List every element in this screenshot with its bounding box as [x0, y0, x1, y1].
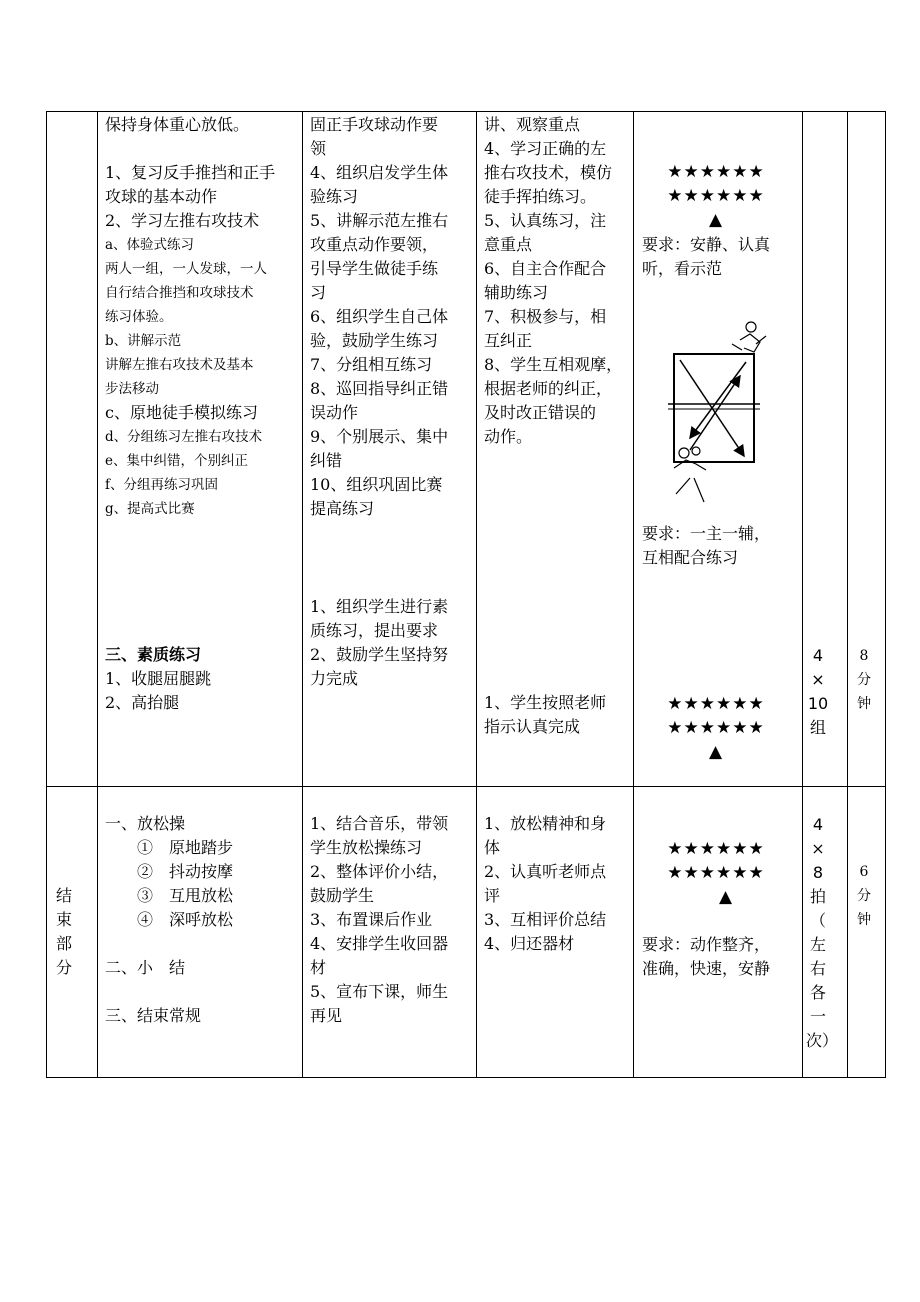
student-formation-row: ★★★★★★: [667, 863, 765, 883]
part-label-char: 部: [55, 934, 72, 953]
teacher-line: 3、布置课后作业: [310, 910, 433, 929]
section1-student-cell: [484, 113, 622, 449]
student-line: 指示认真完成: [484, 717, 581, 736]
requirement-text: [642, 933, 770, 981]
duration-text: 6: [859, 864, 869, 880]
table-border-bottom: [46, 1077, 886, 1078]
student-line: 评: [484, 886, 501, 905]
table-col-line: [46, 111, 47, 1078]
student-line: 8、学生互相观摩，: [484, 355, 623, 374]
content-line: 三、结束常规: [105, 1006, 202, 1025]
teacher-line: 5、讲解示范左推右: [310, 211, 449, 230]
section1-content-cell: [105, 113, 275, 521]
teacher-line: 再见: [310, 1006, 343, 1025]
content-line: 2、学习左推右攻技术: [105, 211, 260, 230]
times-text: 10: [807, 694, 829, 713]
student-line: 讲、观察重点: [484, 115, 581, 134]
section1-duration: [852, 644, 876, 716]
content-line: ③ 互甩放松: [137, 886, 234, 905]
student-line: 徒手挥拍练习。: [484, 187, 597, 206]
part-label-ending: [52, 884, 76, 980]
teacher-line: 质练习，提出要求: [310, 621, 439, 640]
teacher-line: 学生放松操练习: [310, 838, 423, 857]
content-line: 二、小 结: [105, 958, 186, 977]
times-text: （: [809, 911, 826, 930]
part-label-char: 分: [55, 958, 72, 977]
times-text: 次）: [806, 1031, 839, 1050]
times-text: ×: [811, 839, 825, 858]
teacher-triangle-icon: ▲: [708, 210, 724, 230]
teacher-line: 验，鼓励学生练习: [310, 331, 439, 350]
teacher-line: 5、宣布下课，师生: [310, 982, 449, 1001]
student-line: 推右攻技术，模仿: [484, 163, 613, 182]
content-line: 讲解左推右攻技术及基本: [105, 357, 254, 373]
content-line: f、分组再练习巩固: [105, 477, 218, 493]
content-line: 练习体验。: [105, 309, 173, 325]
student-line: 6、自主合作配合: [484, 259, 607, 278]
requirement-text: [642, 233, 770, 281]
times-text: 4: [812, 815, 824, 834]
teacher-line: 2、鼓励学生坚持努: [310, 645, 449, 664]
times-text: 左: [809, 935, 826, 954]
times-text: 组: [809, 718, 826, 737]
duration-text: 钟: [857, 912, 871, 928]
player-head-icon: [746, 322, 756, 332]
teacher-line: 习: [310, 283, 327, 302]
student-line: 4、学习正确的左: [484, 139, 607, 158]
student-formation-row: ★★★★★★: [667, 839, 765, 859]
teacher-line: 鼓励学生: [310, 886, 375, 905]
times-text: 各: [809, 983, 826, 1002]
student-line: 互纠正: [484, 331, 533, 350]
student-line: 根据老师的纠正，: [484, 379, 613, 398]
student-formation-row: ★★★★★★: [667, 162, 765, 182]
content-line: a、体验式练习: [105, 237, 195, 253]
teacher-line: 引导学生做徒手练: [310, 259, 439, 278]
content-line: 步法移动: [105, 381, 159, 397]
section1-times: [806, 644, 830, 740]
content-line: 一、放松操: [105, 814, 186, 833]
student-line: 4、归还器材: [484, 934, 575, 953]
teacher-line: 误动作: [310, 403, 359, 422]
times-text: 右: [809, 959, 826, 978]
quality-title: 三、素质练习: [105, 645, 202, 664]
teacher-line: 攻重点动作要领，: [310, 235, 439, 254]
table-border-right: [885, 111, 886, 1078]
part-label-char: 束: [55, 910, 72, 929]
table-col-line: [802, 111, 803, 1078]
player-limb: [732, 344, 742, 350]
section2-student-cell: [484, 812, 606, 956]
requirement-line: 要求：一主一辅，: [642, 524, 771, 543]
student-line: 动作。: [484, 427, 533, 446]
teacher-line: 1、结合音乐，带领: [310, 814, 449, 833]
content-line: g、提高式比赛: [105, 501, 195, 517]
times-text: 拍: [809, 887, 826, 906]
student-formation-row: ★★★★★★: [667, 718, 765, 738]
teacher-line: 10、组织巩固比赛: [310, 475, 443, 494]
requirement-line: 互相配合练习: [642, 548, 739, 567]
player-head-icon: [679, 448, 689, 458]
part-label-char: 结: [55, 886, 72, 905]
teacher-line: 固正手攻球动作要: [310, 115, 439, 134]
requirement-line: 准确，快速，安静: [642, 959, 771, 978]
table-col-line: [97, 111, 98, 1078]
quality-section: [105, 643, 211, 715]
content-line: 保持身体重心放低。: [105, 115, 250, 134]
student-line: 1、放松精神和身: [484, 814, 607, 833]
content-line: 2、高抬腿: [105, 693, 180, 712]
teacher-line: 7、分组相互练习: [310, 355, 433, 374]
content-line: ④ 深呼放松: [137, 910, 234, 929]
times-text: ×: [811, 670, 825, 689]
student-formation-row: ★★★★★★: [667, 186, 765, 206]
content-line: 两人一组，一人发球，一人: [105, 261, 267, 277]
student-line: 2、认真听老师点: [484, 862, 607, 881]
content-line: b、讲解示范: [105, 333, 182, 349]
section2-duration: [852, 860, 876, 932]
section2-times: [806, 813, 839, 1053]
content-line: e、集中纠错，个别纠正: [105, 453, 248, 469]
times-text: 8: [812, 863, 824, 882]
table-col-line: [633, 111, 634, 1078]
teacher-line: 4、组织启发学生体: [310, 163, 449, 182]
student-line: 意重点: [484, 235, 533, 254]
player-limb: [676, 478, 690, 494]
student-line: 及时改正错误的: [484, 403, 597, 422]
student-formation-row: ★★★★★★: [667, 694, 765, 714]
content-line: [105, 137, 275, 161]
duration-text: 分: [857, 888, 871, 904]
table-tennis-diagram: [660, 318, 775, 508]
section1-teacher-quality: [310, 595, 448, 691]
student-line: 5、认真练习，注: [484, 211, 607, 230]
teacher-line: 6、组织学生自己体: [310, 307, 449, 326]
content-line: ② 抖动按摩: [137, 862, 234, 881]
content-line: ① 原地踏步: [137, 838, 234, 857]
table-border-top: [46, 111, 886, 112]
requirement-text: [642, 522, 770, 570]
teacher-line: 验练习: [310, 187, 359, 206]
duration-text: 钟: [857, 696, 871, 712]
teacher-line: 9、个别展示、集中: [310, 427, 449, 446]
teacher-line: 纠错: [310, 451, 343, 470]
teacher-triangle-icon: ▲: [718, 887, 734, 907]
teacher-line: 1、组织学生进行素: [310, 597, 449, 616]
section2-teacher-cell: [310, 812, 448, 1028]
teacher-line: 提高练习: [310, 499, 375, 518]
content-line: 攻球的基本动作: [105, 187, 218, 206]
section2-content-cell: [105, 812, 233, 1028]
table-col-line: [847, 111, 848, 1078]
content-line: 自行结合推挡和攻球技术: [105, 285, 254, 301]
duration-text: 分: [857, 672, 871, 688]
teacher-triangle-icon: ▲: [708, 742, 724, 762]
player-limb: [694, 478, 704, 502]
ball-path-arrow: [690, 362, 746, 438]
section1-student-quality: [484, 691, 606, 739]
requirement-line: 要求：动作整齐，: [642, 935, 771, 954]
teacher-line: 8、巡回指导纠正错: [310, 379, 449, 398]
content-line: 1、收腿屈腿跳: [105, 669, 212, 688]
table-col-line: [476, 111, 477, 1078]
player-head-icon: [692, 447, 700, 455]
student-line: 辅助练习: [484, 283, 549, 302]
teacher-line: 4、安排学生收回器: [310, 934, 449, 953]
times-text: 4: [812, 646, 824, 665]
student-line: 体: [484, 838, 501, 857]
requirement-line: 听，看示范: [642, 259, 723, 278]
table-col-line: [302, 111, 303, 1078]
times-text: 一: [809, 1007, 826, 1026]
teacher-line: 2、整体评价小结，: [310, 862, 449, 881]
section1-teacher-cell: [310, 113, 448, 521]
table-row-divider: [46, 786, 886, 787]
student-line: 1、学生按照老师: [484, 693, 607, 712]
student-line: 7、积极参与，相: [484, 307, 607, 326]
requirement-line: 要求：安静、认真: [642, 235, 771, 254]
student-line: 3、互相评价总结: [484, 910, 607, 929]
duration-text: 8: [859, 648, 869, 664]
content-line: 1、复习反手推挡和正手: [105, 163, 276, 182]
teacher-line: 领: [310, 139, 327, 158]
content-line: d、分组练习左推右攻技术: [105, 429, 263, 445]
teacher-line: 力完成: [310, 669, 359, 688]
teacher-line: 材: [310, 958, 327, 977]
content-line: c、原地徒手模拟练习: [105, 403, 258, 422]
